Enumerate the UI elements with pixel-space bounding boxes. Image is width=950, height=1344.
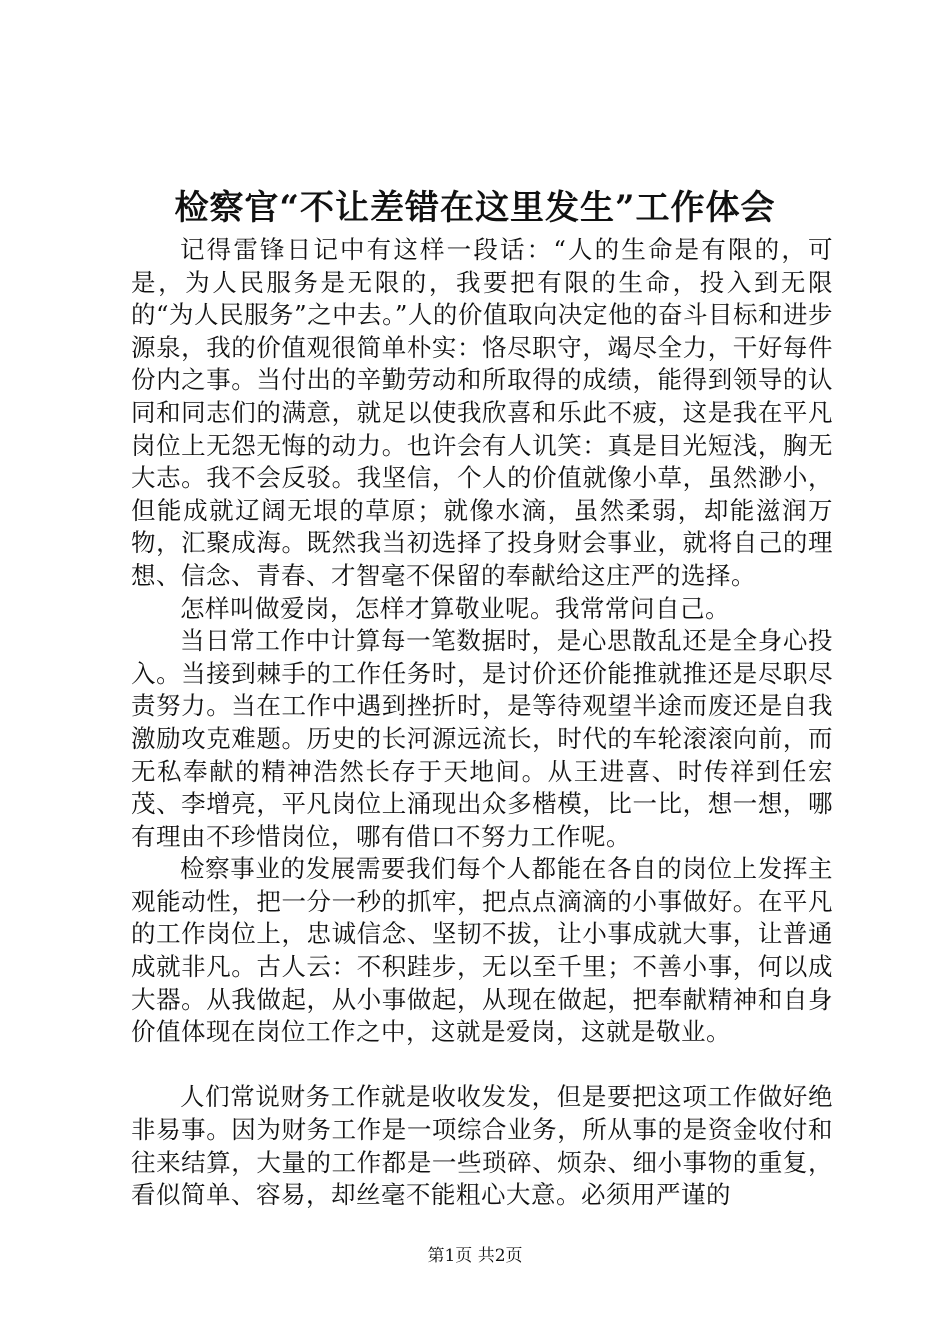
- page-footer: 第1页 共2页: [427, 1246, 523, 1266]
- paragraph-5: 人们常说财务工作就是收收发发，但是要把这项工作做好绝非易事。因为财务工作是一项综合业务，所从事的是资金收付和往来结算，大量的工作都是一些琐碎、烦杂、细小事物的重复，看似简单、容易，却丝毫不能粗心大意。必须用严谨的: [131, 1082, 833, 1210]
- document-title: 检察官“不让差错在这里发生”工作体会: [174, 188, 776, 228]
- paragraph-4: 检察事业的发展需要我们每个人都能在各自的岗位上发挥主观能动性，把一分一秒的抓牢，把点点滴滴的小事做好。在平凡的工作岗位上，忠诚信念、坚韧不拔，让小事成就大事，让普通成就非凡。古人云：不积跬步，无以至千里；不善小事，何以成大器。从我做起，从小事做起，从现在做起，把奉献精神和自身价值体现在岗位工作之中，这就是爱岗，这就是敬业。: [131, 854, 833, 1047]
- paragraph-2: 怎样叫做爱岗，怎样才算敬业呢。我常常问自己。: [180, 593, 730, 623]
- document-body: [131, 234, 833, 1212]
- paragraph-1: 记得雷锋日记中有这样一段话：“人的生命是有限的，可是，为人民服务是无限的，我要把有限的生命，投入到无限的“为人民服务”之中去。”人的价值取向决定他的奋斗目标和进步源泉，我的价值观很简单朴实：恪尽职守，竭尽全力，干好每件份内之事。当付出的辛勤劳动和所取得的成绩，能得到领导的认同和同志们的满意，就足以使我欣喜和乐此不疲，这是我在平凡岗位上无怨无悔的动力。也许会有人讥笑：真是目光短浅，胸无大志。我不会反驳。我坚信，个人的价值就像小草，虽然渺小，但能成就辽阔无垠的草原；就像水滴，虽然柔弱，却能滋润万物，汇聚成海。既然我当初选择了投身财会事业，就将自己的理想、信念、青春、才智毫不保留的奉献给这庄严的选择。: [131, 235, 833, 590]
- paragraph-3: 当日常工作中计算每一笔数据时，是心思散乱还是全身心投入。当接到棘手的工作任务时，是讨价还价能推就推还是尽职尽责努力。当在工作中遇到挫折时，是等待观望半途而废还是自我激励攻克难题。历史的长河源远流长，时代的车轮滚滚向前，而无私奉献的精神浩然长存于天地间。从王进喜、时传祥到任宏茂、李增亮，平凡岗位上涌现出众多楷模，比一比，想一想，哪有理由不珍惜岗位，哪有借口不努力工作呢。: [131, 626, 833, 851]
